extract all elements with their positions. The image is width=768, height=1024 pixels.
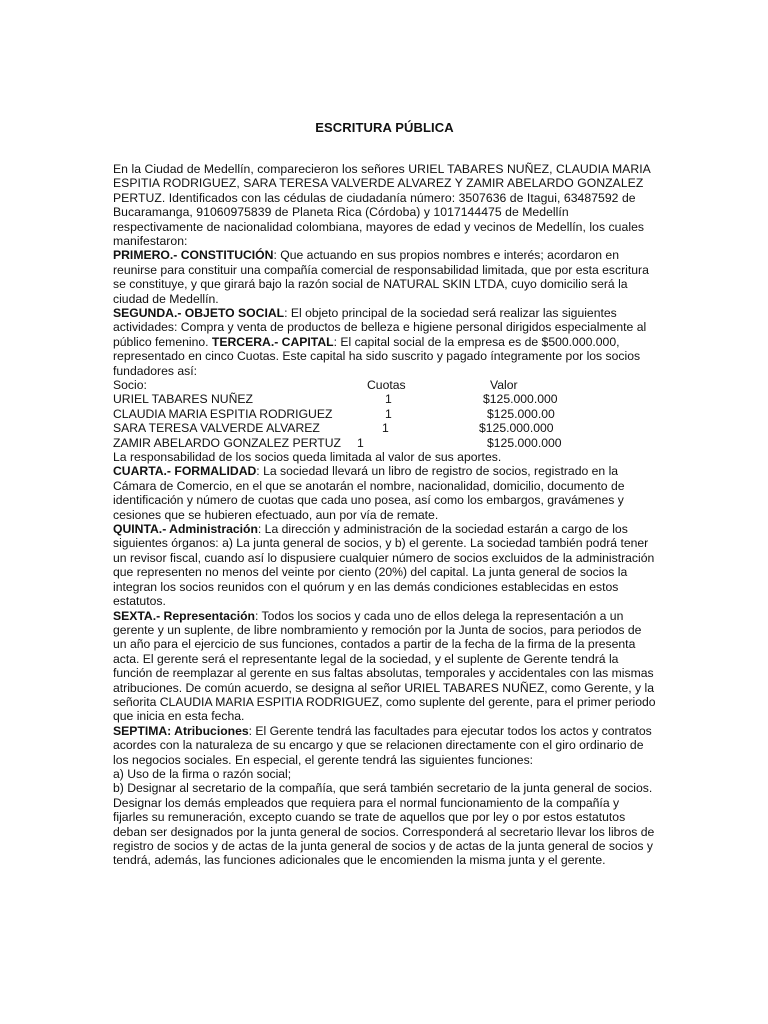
clause-primero xyxy=(113,248,656,306)
intro-paragraph: En la Ciudad de Medellín, comparecieron los señores URIEL TABARES NUÑEZ, CLAUDIA MARIA ESPITIA RODRIGUEZ, SARA TERESA VALVERDE ALVAREZ Y ZAMIR ABELARDO GONZALEZ PERTUZ. Identificados con las cédulas de ciudadanía número: 3507636 de Itagui, 63487592 de Bucaramanga, 91060975839 de Planeta Rica (Córdoba) y 1017144475 de Medellín respectivamente de nacionalidad colombiana, mayores de edad y vecinos de Medellín, los cuales manifestaron: xyxy=(113,162,651,249)
row-socio: URIEL TABARES NUÑEZ xyxy=(113,392,253,407)
clause-septima-heading: SEPTIMA: Atribuciones xyxy=(113,723,249,738)
row-socio: ZAMIR ABELARDO GONZALEZ PERTUZ xyxy=(113,435,341,450)
document-body xyxy=(113,162,656,868)
clause-quinta xyxy=(113,522,656,608)
document-title: ESCRITURA PÚBLICA xyxy=(315,120,454,135)
liability-note: La responsabilidad de los socios queda limitada al valor de sus aportes. xyxy=(113,450,502,465)
row-valor: $125.000.000 xyxy=(479,421,554,436)
clause-sexta-heading: SEXTA.- Representación xyxy=(113,608,255,623)
clause-primero-heading: PRIMERO.- CONSTITUCIÓN xyxy=(113,248,274,263)
clause-cuarta-text: : La sociedad llevará un libro de registro de socios, registrado en la Cámara de Comercio, en el que se anotarán el nombre, nacionalidad, domicilio, documento de identificación y número de cuotas que cada uno posea, así como los embargos, gravámenes y cesiones que se hubieren efectuado, aun por vía de remate. xyxy=(113,464,625,522)
clause-quinta-heading: QUINTA.- Administración xyxy=(113,522,258,537)
row-cuotas: 1 xyxy=(385,392,392,407)
clause-septima-item-a: a) Uso de la firma o razón social; xyxy=(113,766,292,781)
row-cuotas: 1 xyxy=(382,421,389,436)
row-socio: SARA TERESA VALVERDE ALVAREZ xyxy=(113,421,320,436)
clause-septima-text: : El Gerente tendrá las facultades para ejecutar todos los actos y contratos acordes con la naturaleza de su encargo y que se relacionen directamente con el giro ordinario de los negocios sociales. En especial, el gerente tendrá las siguientes funciones: xyxy=(113,723,652,767)
row-valor: $125.000.000 xyxy=(487,435,562,450)
clause-sexta xyxy=(113,609,656,724)
clause-sexta-text: : Todos los socios y cada uno de ellos delega la representación a un gerente y un suplente, de libre nombramiento y remoción por la Junta de socios, para periodos de un año para el ejercicio de sus funciones, contados a partir de la fecha de la firma de la presenta acta. El gerente será el representante legal de la sociedad, y el suplente de Gerente tendrá la función de reemplazar al gerente en sus faltas absolutas, temporales y accidentales con las mismas atribuciones. De común acuerdo, se designa al señor URIEL TABARES NUÑEZ, como Gerente, y la señorita CLAUDIA MARIA ESPITIA RODRIGUEZ, como suplente del gerente, para el primer periodo que inicia en esta fecha. xyxy=(113,608,656,724)
clause-quinta-text: : La dirección y administración de la sociedad estarán a cargo de los siguientes órganos: a) La junta general de socios, y b) el gerente. La sociedad también podrá tener un revisor fiscal, cuando así lo dispusiere cualquier número de socios excluidos de la administración que representen no menos del veinte por ciento (20%) del capital. La junta general de socios la integran los socios reunidos con el quórum y en las demás condiciones establecidas en estos estatutos. xyxy=(113,522,655,609)
clause-segunda-heading: SEGUNDA.- OBJETO SOCIAL xyxy=(113,306,285,321)
row-valor: $125.000.000 xyxy=(483,392,558,407)
clause-primero-text: : Que actuando en sus propios nombres e interés; acordaron en reunirse para constituir una compañía comercial de responsabilidad limitada, que por esta escritura se constituye, y que girará bajo la razón social de NATURAL SKIN LTDA, cuyo domicilio será la ciudad de Medellín. xyxy=(113,248,649,306)
clause-segunda-text: : El objeto principal de la sociedad será realizar las siguientes actividades: Compra y venta de productos de belleza e higiene personal dirigidos especialmente al público femenino. xyxy=(113,306,647,349)
clause-septima-item-b: b) Designar al secretario de la compañía, que será también secretario de la junta general de socios. Designar los demás empleados que requiera para el normal funcionamiento de la compañía y fijarles su remuneración, excepto cuando se trate de aquellos que por ley o por estos estatutos deban ser designados por la junta general de socios. Corresponderá al secretario llevar los libros de registro de socios y de actas de la junta general de socios y de actas de la junta general de socios y tendrá, además, las funciones adicionales que le encomienden la misma junta y el gerente. xyxy=(113,781,655,868)
clause-tercera-heading: TERCERA.- CAPITAL xyxy=(211,334,334,349)
clause-septima xyxy=(113,724,656,767)
clause-tercera-text: : El capital social de la empresa es de $500.000.000, representado en cinco Cuotas. Este capital ha sido suscrito y pagado íntegramente por los socios fundadores así: xyxy=(113,334,641,378)
header-cuotas: Cuotas xyxy=(367,378,406,393)
table-row xyxy=(113,392,656,406)
header-valor: Valor xyxy=(490,378,518,393)
clause-segunda xyxy=(113,306,656,378)
partners-table-header xyxy=(113,378,656,392)
table-row xyxy=(113,407,656,421)
clause-cuarta xyxy=(113,464,656,522)
header-socio: Socio: xyxy=(113,378,147,393)
row-valor: $125.000.00 xyxy=(487,406,555,421)
row-socio: CLAUDIA MARIA ESPITIA RODRIGUEZ xyxy=(113,406,333,421)
row-cuotas: 1 xyxy=(357,435,364,450)
row-cuotas: 1 xyxy=(385,406,392,421)
table-row xyxy=(113,436,656,450)
clause-cuarta-heading: CUARTA.- FORMALIDAD xyxy=(113,464,257,479)
partners-table xyxy=(113,378,656,450)
table-row xyxy=(113,421,656,435)
